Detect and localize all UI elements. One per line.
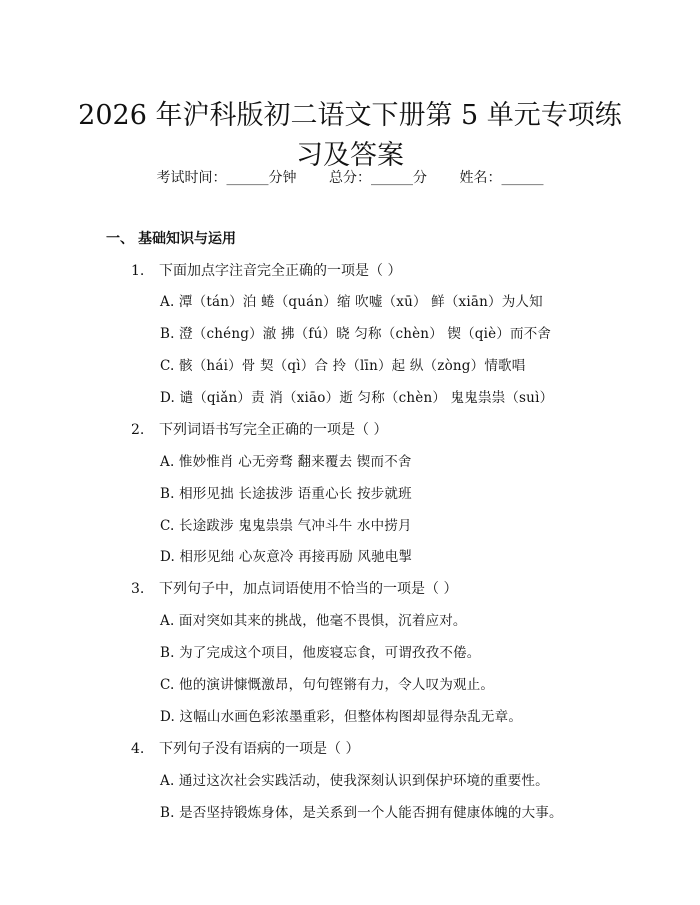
option-2a: A. 惟妙惟肖 心无旁骛 翻来覆去 锲而不舍	[160, 454, 412, 470]
exam-info	[0, 168, 700, 188]
question-text: 下面加点字注音完全正确的一项是（ ）	[159, 263, 402, 279]
title-line-2: 习及答案	[296, 140, 404, 172]
section-number: 一、	[106, 231, 134, 247]
option-3c: C. 他的演讲慷慨激昂，句句铿锵有力，令人叹为观止。	[160, 677, 495, 693]
option-4a: A. 通过这次社会实践活动，使我深刻认识到保护环境的重要性。	[160, 773, 549, 789]
page-title	[60, 96, 640, 176]
option-3d: D. 这幅山水画色彩浓墨重彩，但整体构图却显得杂乱无章。	[160, 709, 523, 725]
option-3a: A. 面对突如其来的挑战，他毫不畏惧，沉着应对。	[160, 613, 467, 629]
title-line-1: 2026 年沪科版初二语文下册第 5 单元专项练	[78, 100, 622, 132]
question-text: 下列句子没有语病的一项是（ ）	[159, 741, 360, 757]
question-number: 3.	[131, 581, 145, 597]
exam-time: 考试时间：______分钟	[156, 170, 297, 186]
option-1c: C. 骸（hái）骨 契（qì）合 拎（līn）起 纵（zòng）情歌唱	[160, 358, 526, 374]
question-text: 下列词语书写完全正确的一项是（ ）	[159, 422, 388, 438]
question-text: 下列句子中，加点词语使用不恰当的一项是（ ）	[159, 581, 458, 597]
section-title: 基础知识与运用	[138, 231, 236, 247]
student-name: 姓名：______	[459, 170, 544, 186]
option-2c: C. 长途跋涉 鬼鬼祟祟 气冲斗牛 水中捞月	[160, 518, 412, 534]
question-number: 4.	[131, 741, 145, 757]
question-number: 2.	[131, 422, 145, 438]
option-4b: B. 是否坚持锻炼身体，是关系到一个人能否拥有健康体魄的大事。	[160, 805, 563, 821]
option-3b: B. 为了完成这个项目，他废寝忘食，可谓孜孜不倦。	[160, 645, 481, 661]
section-heading	[106, 229, 236, 249]
option-1b: B. 澄（chéng）澈 拂（fú）晓 匀称（chèn） 锲（qiè）而不舍	[160, 326, 552, 342]
question-number: 1.	[131, 263, 145, 279]
option-1d: D. 谴（qiǎn）责 消（xiāo）逝 匀称（chèn） 鬼鬼祟祟（suì）	[160, 390, 554, 406]
option-2d: D. 相形见绌 心灰意冷 再接再励 风驰电掣	[160, 549, 413, 565]
option-1a: A. 潭（tán）泊 蜷（quán）缩 吹嘘（xū） 鲜（xiān）为人知	[160, 294, 543, 310]
exam-score: 总分：______分	[329, 170, 427, 186]
option-2b: B. 相形见拙 长途拔涉 语重心长 按步就班	[160, 486, 412, 502]
